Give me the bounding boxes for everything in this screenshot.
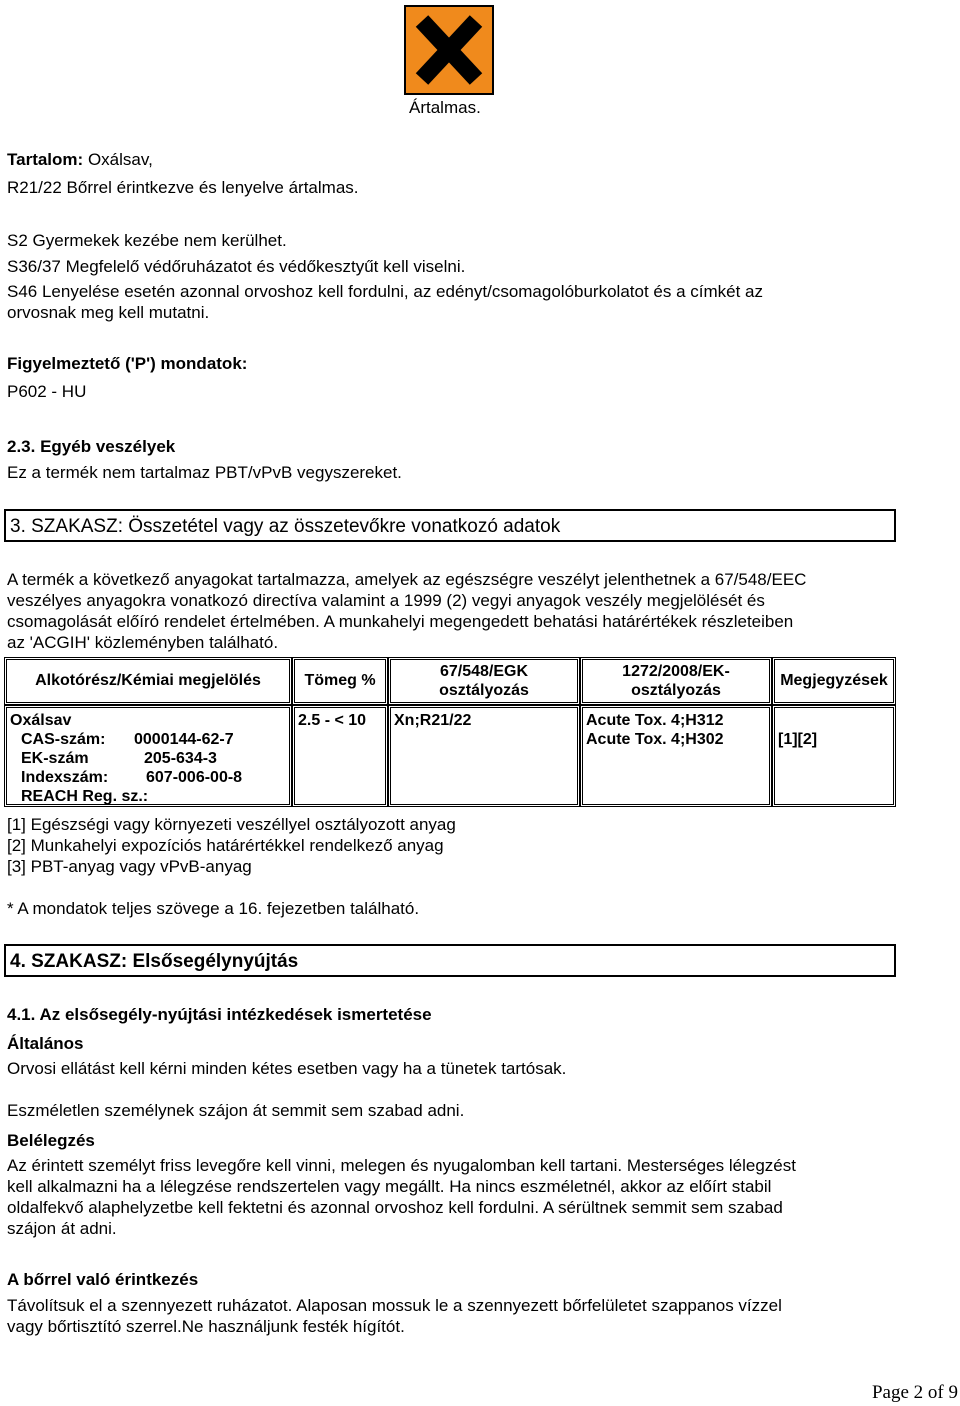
reach-label: REACH Reg. sz.: xyxy=(21,788,149,805)
table-row-egk xyxy=(388,705,580,807)
precautionary-heading: Figyelmeztető ('P') mondatok: xyxy=(7,354,248,373)
inhalation-heading: Belélegzés xyxy=(7,1131,95,1150)
hazard-label: Ártalmas. xyxy=(409,98,481,117)
notes-value: [1][2] xyxy=(778,731,818,748)
index-value: 607-006-00-8 xyxy=(146,769,243,786)
skin-heading: A bőrrel való érintkezés xyxy=(7,1270,199,1289)
ek-classification-2: Acute Tox. 4;H302 xyxy=(586,731,724,748)
page-number: Page 2 of 9 xyxy=(871,1382,958,1403)
general-heading: Általános xyxy=(7,1034,84,1053)
inhalation-line3: oldalfekvő alaphelyzetbe kell fektetni és azonnal orvoshoz kell fordulni. A sérültnek semmit sem szabad xyxy=(7,1198,783,1217)
section-4-title: 4. SZAKASZ: Elsősegélynyújtás xyxy=(10,951,299,972)
section-3-intro-line2: veszélyes anyagokra vonatkozó directíva valamint a 1999 (2) vegyi anyagok veszély megjelölését és xyxy=(7,591,765,610)
cas-value: 0000144-62-7 xyxy=(134,731,234,748)
section-3-heading xyxy=(4,509,896,542)
cas-label: CAS-szám: xyxy=(21,731,106,748)
phrase-s2: S2 Gyermekek kezébe nem kerülhet. xyxy=(7,231,287,250)
section-3-intro-line1: A termék a következő anyagokat tartalmazza, amelyek az egészségre veszélyt jelenthetnek a 67/548/EEC xyxy=(7,570,807,589)
ek-label: EK-szám xyxy=(21,750,89,767)
harmful-x-icon xyxy=(404,5,494,95)
header-notes: Megjegyzések xyxy=(772,657,896,705)
ek-classification-1: Acute Tox. 4;H312 xyxy=(586,712,724,729)
full-text-note: * A mondatok teljes szövege a 16. fejezetben található. xyxy=(7,899,420,918)
contents-line xyxy=(7,150,153,170)
header-component: Alkotórész/Kémiai megjelölés xyxy=(4,657,292,705)
table-row-component xyxy=(4,705,292,807)
ek-value: 205-634-3 xyxy=(144,750,217,767)
other-hazards-text: Ez a termék nem tartalmaz PBT/vPvB vegyszereket. xyxy=(7,463,402,482)
inhalation-line2: kell alkalmazni ha a lélegzése rendszertelen vagy megállt. Ha nincs eszméletnél, akkor az előírt stabil xyxy=(7,1177,772,1196)
table-row-ek xyxy=(580,705,772,807)
egk-value: Xn;R21/22 xyxy=(394,712,472,729)
footnote-2: [2] Munkahelyi expozíciós határértékkel rendelkező anyag xyxy=(7,836,444,855)
section-3-title: 3. SZAKASZ: Összetétel vagy az összetevőkre vonatkozó adatok xyxy=(10,516,561,537)
phrase-s46-line2: orvosnak meg kell mutatni. xyxy=(7,303,210,322)
contents-value: Oxálsav, xyxy=(87,150,153,169)
skin-line1: Távolítsuk el a szennyezett ruházatot. Alaposan mossuk le a szennyezett bőrfelületet szappanos vízzel xyxy=(7,1296,782,1315)
contents-label: Tartalom: xyxy=(7,150,84,169)
other-hazards-heading: 2.3. Egyéb veszélyek xyxy=(7,437,176,456)
phrase-r2122: R21/22 Bőrrel érintkezve és lenyelve ártalmas. xyxy=(7,178,359,197)
footnote-3: [3] PBT-anyag vagy vPvB-anyag xyxy=(7,857,252,876)
general-line2: Eszméletlen személynek szájon át semmit sem szabad adni. xyxy=(7,1101,465,1120)
section-3-intro-line4: az 'ACGIH' közleményben található. xyxy=(7,633,279,652)
section-4-subheading: 4.1. Az elsősegély-nyújtási intézkedések ismertetése xyxy=(7,1005,432,1024)
phrase-s46-line1: S46 Lenyelése esetén azonnal orvoshoz kell fordulni, az edényt/csomagolóburkolatot és a címkét az xyxy=(7,282,764,301)
inhalation-line4: szájon át adni. xyxy=(7,1219,117,1238)
precautionary-value: P602 - HU xyxy=(7,382,87,401)
header-egk: 67/548/EGK osztályozás xyxy=(388,657,580,705)
footnote-1: [1] Egészségi vagy környezeti veszéllyel osztályozott anyag xyxy=(7,815,456,834)
general-line1: Orvosi ellátást kell kérni minden kétes esetben vagy ha a tünetek tartósak. xyxy=(7,1059,567,1078)
section-3-intro-line3: csomagolását előíró rendelet értelmében. A munkahelyi megengedett behatási határértékek részleteiben xyxy=(7,612,794,631)
index-label: Indexszám: xyxy=(21,769,109,786)
header-ek: 1272/2008/EK- osztályozás xyxy=(580,657,772,705)
skin-line2: vagy bőrtisztító szerrel.Ne használjunk festék hígítót. xyxy=(7,1317,405,1336)
header-mass: Tömeg % xyxy=(292,657,388,705)
component-name: Oxálsav xyxy=(10,712,72,729)
inhalation-line1: Az érintett személyt friss levegőre kell vinni, melegen és nyugalomban kell tartani. Mesterséges lélegzést xyxy=(7,1156,796,1175)
mass-value: 2.5 - < 10 xyxy=(298,712,367,729)
section-4-heading xyxy=(4,944,896,977)
table-row-mass xyxy=(292,705,388,807)
phrase-s3637: S36/37 Megfelelő védőruházatot és védőkesztyűt kell viselni. xyxy=(7,257,466,276)
table-row-notes xyxy=(772,705,896,807)
